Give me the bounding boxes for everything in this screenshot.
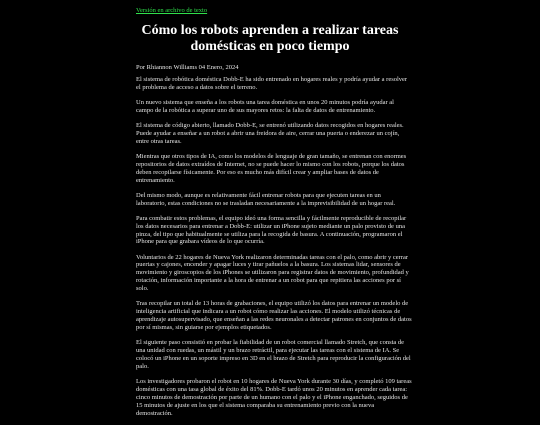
article-paragraph: Tras recopilar un total de 13 horas de grabaciones, el equipo utilizó los datos para entrenar un modelo de inteligencia artificial que indicara a un robot cómo realizar las acciones. El modelo utilizó técnicas de aprendizaje autosupervisado, que enseñan a las redes neuronales a detectar patrones en conjuntos de datos por sí mismas, sin guiarse por ejemplos etiquetados. [136,300,412,331]
article-title: Cómo los robots aprenden a realizar tareas domésticas en poco tiempo [141,23,399,54]
article-byline: Por Rhiannon Williams 04 Enero, 2024 [136,64,239,71]
article-paragraph: Los investigadores probaron el robot en 10 hogares de Nueva York durante 30 días, y completó 109 tareas domésticas con una tasa global de éxito del 81%. Dobb-E tardó unos 20 minutos en aprender cada tarea: cinco minutos de demostración por parte de un humano con el palo y el iPhone enganchado, seguidos de 15 minutos de ajuste en los que el sistema comparaba su entrenamiento previo con la nueva demostración. [136,377,412,417]
article-paragraph: Del mismo modo, aunque es relativamente fácil entrenar robots para que ejecuten tareas en un laboratorio, estas condiciones no se trasladan necesariamente a la imprevisibilidad de un hogar real. [136,191,396,207]
article-paragraph: El sistema de código abierto, llamado Dobb-E, se entrenó utilizando datos recogidos en hogares reales. Puede ayudar a enseñar a un robot a abrir una freidora de aire, cerrar una puerta o enderezar un cojín, entre otras tareas. [136,122,404,145]
article-paragraph: Voluntarios de 22 hogares de Nueva York realizaron determinadas tareas con el palo, como abrir y cerrar puertas y cajones, encender y apagar luces y tirar pañuelos a la basura. Los sistemas lidar, sensores de movimiento y giroscopios de los iPhones se utilizaron para registrar datos de movimiento, profundidad y rotación, información importante a la hora de entrenar a un robot para que repitiera las acciones por sí solo. [136,253,409,293]
article-paragraph: Para combatir estos problemas, el equipo ideó una forma sencilla y fácilmente reproducible de recopilar los datos necesarios para entrenar a Dobb-E: utilizar un iPhone sujeto mediante un palo provisto de una pinza, del tipo que habitualmente se utiliza para la recogida de basura. A continuación, programaron el iPhone para que grabara vídeos de lo que ocurría. [136,214,407,246]
article-body [136,76,412,425]
text-version-link[interactable]: Versión en archivo de texto [136,7,208,14]
article-paragraph: El siguiente paso consistió en probar la fiabilidad de un robot comercial llamado Stretch, que consta de una unidad con ruedas, un mástil y un brazo retráctil, para ejecutar las tareas con el sistema de IA. Se colocó un iPhone en un soporte impreso en 3D en el brazo de Stretch para reproducir la configuración del palo. [136,339,411,370]
article-paragraph: El sistema de robótica doméstica Dobb-E ha sido entrenado en hogares reales y podría ayudar a resolver el problema de acceso a datos sobre el terreno. [136,76,408,91]
article-paragraph: Un nuevo sistema que enseña a los robots una tarea doméstica en unos 20 minutos podría ayudar al campo de la robótica a superar uno de sus mayores retos: la falta de datos de entrenamiento. [136,99,394,114]
article-paragraph: Mientras que otros tipos de IA, como los modelos de lenguaje de gran tamaño, se entrenan con enormes repositorios de datos extraídos de Internet, no se puede hacer lo mismo con los robots, porque los datos deben recopilarse físicamente. Por eso es mucho más difícil crear y ampliar bases de datos de entrenamiento. [136,152,407,184]
